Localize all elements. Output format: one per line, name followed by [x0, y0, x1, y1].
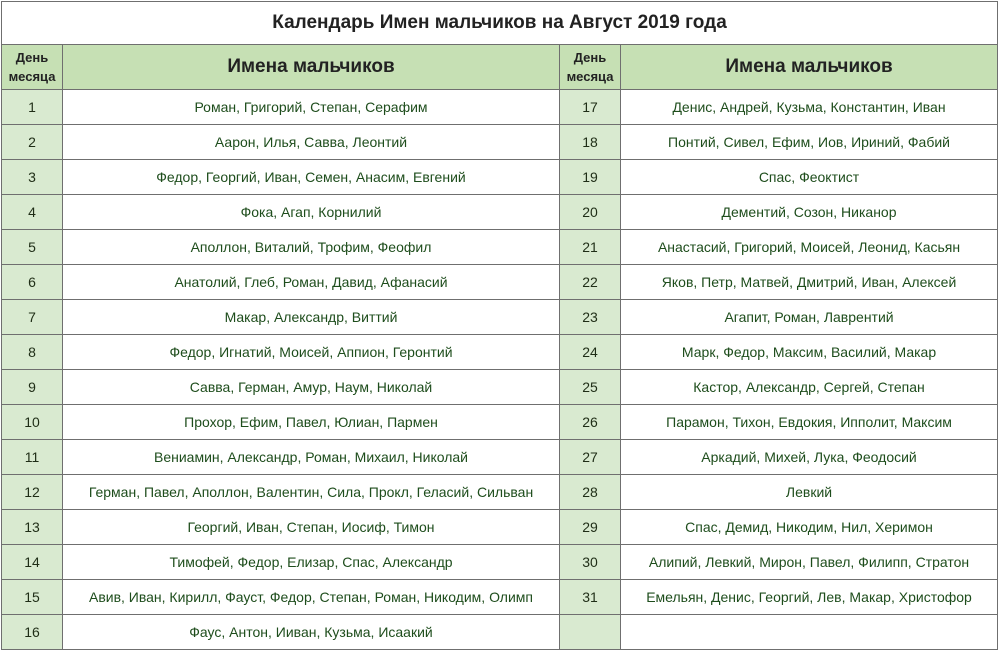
left-names-cell: Макар, Александр, Виттий: [63, 300, 560, 335]
table-row: [2, 335, 998, 370]
table-row: [2, 125, 998, 160]
left-names-cell: Анатолий, Глеб, Роман, Давид, Афанасий: [63, 265, 560, 300]
left-names-cell: Савва, Герман, Амур, Наум, Николай: [63, 370, 560, 405]
day-column-header-left: [2, 45, 63, 90]
day-header-line1: День: [573, 50, 607, 65]
header-row: [2, 45, 998, 90]
day-header-line2: месяца: [8, 69, 56, 84]
right-day-cell: 21: [560, 230, 621, 265]
table-row: [2, 545, 998, 580]
left-names-cell: Фока, Агап, Корнилий: [63, 195, 560, 230]
table-row: [2, 230, 998, 265]
table-row: [2, 580, 998, 615]
right-names-cell: Аркадий, Михей, Лука, Феодосий: [621, 440, 998, 475]
left-day-cell: 9: [2, 370, 63, 405]
left-names-cell: Фаус, Антон, Ииван, Кузьма, Исаакий: [63, 615, 560, 650]
right-day-cell: 20: [560, 195, 621, 230]
right-day-cell: 25: [560, 370, 621, 405]
left-names-cell: Герман, Павел, Аполлон, Валентин, Сила, Прокл, Геласий, Сильван: [63, 475, 560, 510]
left-day-cell: 10: [2, 405, 63, 440]
table-row: [2, 265, 998, 300]
day-header-line2: месяца: [566, 69, 614, 84]
table-row: [2, 90, 998, 125]
names-table: [1, 1, 998, 650]
table-row: [2, 615, 998, 650]
right-names-cell: Понтий, Сивел, Ефим, Иов, Ириний, Фабий: [621, 125, 998, 160]
left-names-cell: Аполлон, Виталий, Трофим, Феофил: [63, 230, 560, 265]
left-day-cell: 11: [2, 440, 63, 475]
right-names-cell: Яков, Петр, Матвей, Дмитрий, Иван, Алексей: [621, 265, 998, 300]
left-names-cell: Тимофей, Федор, Елизар, Спас, Александр: [63, 545, 560, 580]
right-names-cell: Спас, Демид, Никодим, Нил, Херимон: [621, 510, 998, 545]
right-names-cell: Дементий, Созон, Никанор: [621, 195, 998, 230]
right-names-cell: Марк, Федор, Максим, Василий, Макар: [621, 335, 998, 370]
right-day-cell: 24: [560, 335, 621, 370]
left-names-cell: Вениамин, Александр, Роман, Михаил, Николай: [63, 440, 560, 475]
right-names-cell: Анастасий, Григорий, Моисей, Леонид, Касьян: [621, 230, 998, 265]
page-title: Календарь Имен мальчиков на Август 2019 года: [2, 2, 998, 45]
left-day-cell: 15: [2, 580, 63, 615]
right-names-cell: Спас, Феоктист: [621, 160, 998, 195]
table-row: [2, 475, 998, 510]
table-row: [2, 160, 998, 195]
left-names-cell: Федор, Георгий, Иван, Семен, Анасим, Евгений: [63, 160, 560, 195]
right-day-cell: 23: [560, 300, 621, 335]
left-day-cell: 8: [2, 335, 63, 370]
right-day-cell: 31: [560, 580, 621, 615]
left-names-cell: Георгий, Иван, Степан, Иосиф, Тимон: [63, 510, 560, 545]
left-names-cell: Федор, Игнатий, Моисей, Аппион, Геронтий: [63, 335, 560, 370]
right-day-cell: 17: [560, 90, 621, 125]
left-day-cell: 6: [2, 265, 63, 300]
right-day-cell: 26: [560, 405, 621, 440]
table-row: [2, 440, 998, 475]
right-day-cell: 22: [560, 265, 621, 300]
left-day-cell: 13: [2, 510, 63, 545]
day-header-line1: День: [15, 50, 49, 65]
right-names-cell: Алипий, Левкий, Мирон, Павел, Филипп, Стратон: [621, 545, 998, 580]
names-column-header-right: Имена мальчиков: [621, 45, 998, 90]
right-day-cell: 29: [560, 510, 621, 545]
table-row: [2, 370, 998, 405]
right-names-cell: Емельян, Денис, Георгий, Лев, Макар, Христофор: [621, 580, 998, 615]
right-names-cell: Парамон, Тихон, Евдокия, Ипполит, Максим: [621, 405, 998, 440]
right-day-cell: [560, 615, 621, 650]
names-calendar-sheet: [1, 1, 997, 649]
left-day-cell: 1: [2, 90, 63, 125]
left-day-cell: 2: [2, 125, 63, 160]
right-names-cell: Левкий: [621, 475, 998, 510]
left-names-cell: Роман, Григорий, Степан, Серафим: [63, 90, 560, 125]
right-day-cell: 18: [560, 125, 621, 160]
right-day-cell: 30: [560, 545, 621, 580]
right-names-cell: Агапит, Роман, Лаврентий: [621, 300, 998, 335]
left-day-cell: 14: [2, 545, 63, 580]
names-column-header-left: Имена мальчиков: [63, 45, 560, 90]
title-row: [2, 2, 998, 45]
left-names-cell: Аарон, Илья, Савва, Леонтий: [63, 125, 560, 160]
left-day-cell: 5: [2, 230, 63, 265]
left-day-cell: 16: [2, 615, 63, 650]
right-day-cell: 27: [560, 440, 621, 475]
day-column-header-right: [560, 45, 621, 90]
left-day-cell: 4: [2, 195, 63, 230]
left-names-cell: Авив, Иван, Кирилл, Фауст, Федор, Степан, Роман, Никодим, Олимп: [63, 580, 560, 615]
left-day-cell: 12: [2, 475, 63, 510]
right-names-cell: [621, 615, 998, 650]
table-row: [2, 510, 998, 545]
right-day-cell: 19: [560, 160, 621, 195]
right-names-cell: Денис, Андрей, Кузьма, Константин, Иван: [621, 90, 998, 125]
left-names-cell: Прохор, Ефим, Павел, Юлиан, Пармен: [63, 405, 560, 440]
right-day-cell: 28: [560, 475, 621, 510]
left-day-cell: 7: [2, 300, 63, 335]
table-row: [2, 300, 998, 335]
right-names-cell: Кастор, Александр, Сергей, Степан: [621, 370, 998, 405]
left-day-cell: 3: [2, 160, 63, 195]
table-row: [2, 195, 998, 230]
table-row: [2, 405, 998, 440]
